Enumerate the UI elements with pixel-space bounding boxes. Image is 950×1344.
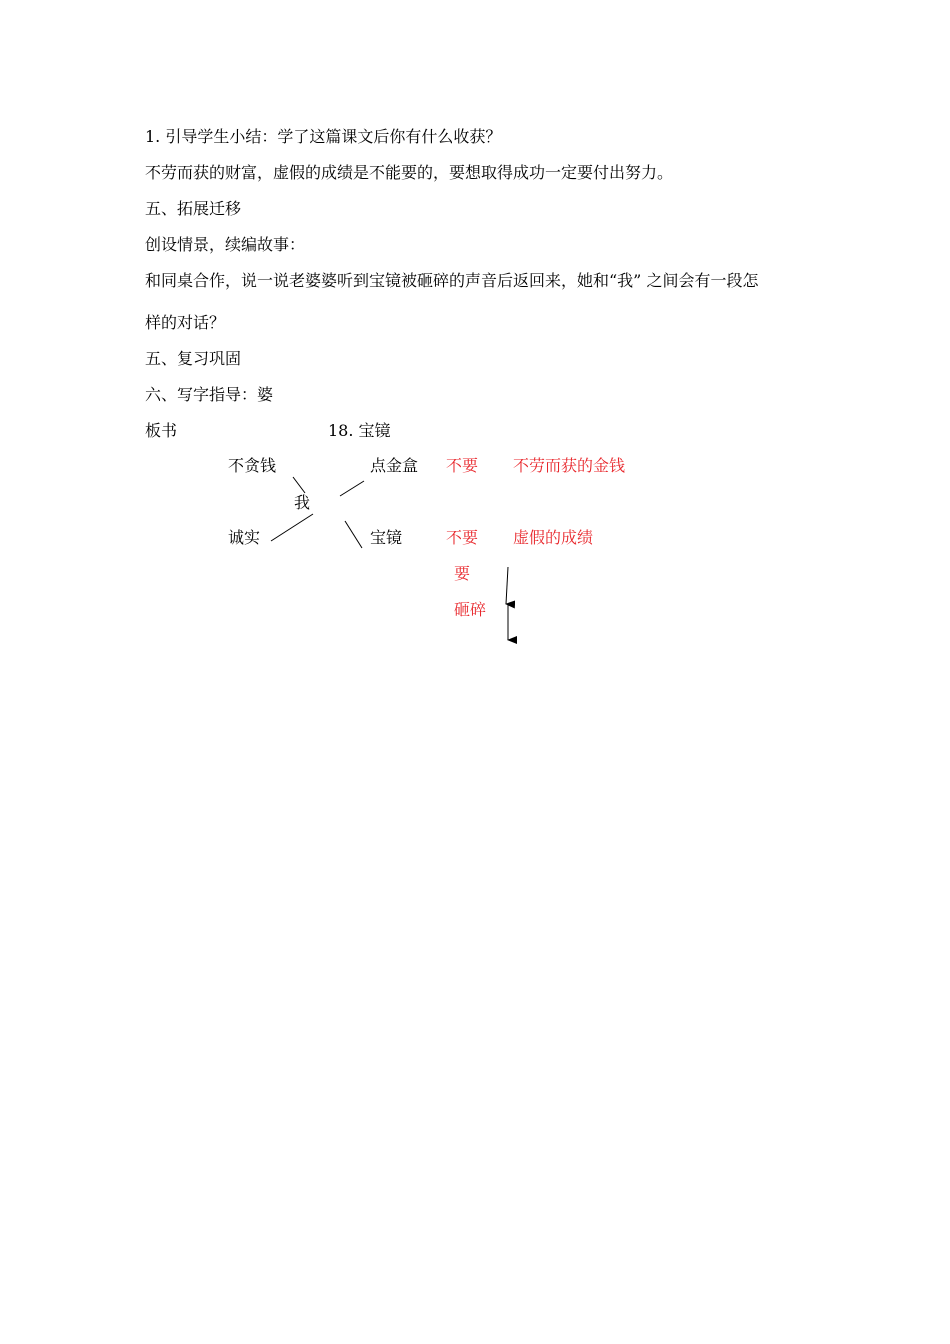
board-red-bottom-1: 不要 (446, 528, 479, 547)
board-right-bottom: 宝镜 (370, 528, 403, 547)
board-left-top: 不贪钱 (228, 456, 277, 475)
arrow-down-1 (506, 567, 508, 604)
paragraph-dialogue-task-line2: 样的对话？ (145, 313, 226, 332)
board-red-bottom-2: 虚假的成绩 (513, 528, 594, 547)
line-left-top-to-center (293, 477, 305, 493)
paragraph-summary-question: 1. 引导学生小结：学了这篇课文后你有什么收获？ (145, 127, 502, 146)
section-heading-extension: 五、拓展迁移 (145, 199, 242, 218)
board-title: 18. 宝镜 (328, 421, 391, 440)
paragraph-summary-answer: 不劳而获的财富，虚假的成绩是不能要的，要想取得成功一定要付出努力。 (145, 163, 674, 182)
paragraph-scenario: 创设情景，续编故事： (145, 235, 306, 254)
board-right-top: 点金盒 (370, 456, 419, 475)
line-center-to-left-bottom (271, 514, 313, 541)
board-red-yao: 要 (454, 564, 471, 583)
section-heading-review: 五、复习巩固 (145, 349, 242, 368)
board-red-zasui: 砸碎 (454, 600, 487, 619)
board-left-bottom: 诚实 (228, 528, 261, 547)
board-label: 板书 (145, 421, 178, 440)
line-center-to-right-bottom (345, 521, 362, 548)
section-heading-writing: 六、写字指导：婆 (145, 385, 274, 404)
line-center-to-right-top (340, 481, 364, 496)
board-red-top-1: 不要 (446, 456, 479, 475)
board-center: 我 (294, 493, 311, 512)
paragraph-dialogue-task-line1: 和同桌合作，说一说老婆婆听到宝镜被砸碎的声音后返回来，她和“我” 之间会有一段怎 (145, 271, 759, 290)
board-red-top-2: 不劳而获的金钱 (513, 456, 626, 475)
